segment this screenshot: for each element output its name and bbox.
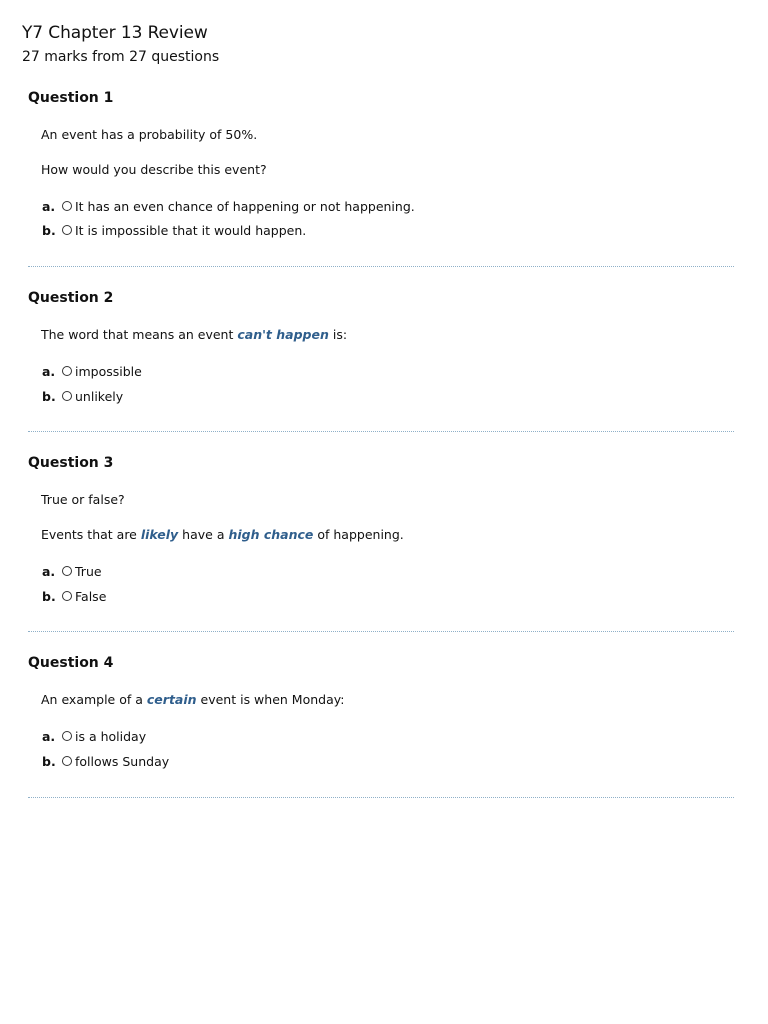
radio-button[interactable] bbox=[62, 756, 72, 766]
radio-button[interactable] bbox=[62, 201, 72, 211]
option-letter: a. bbox=[42, 563, 56, 579]
option-text: follows Sunday bbox=[75, 753, 170, 769]
radio-button[interactable] bbox=[62, 731, 72, 741]
question-text bbox=[41, 161, 267, 179]
radio-button[interactable] bbox=[62, 591, 72, 601]
question-divider bbox=[28, 266, 734, 267]
option-text: impossible bbox=[75, 363, 142, 379]
answer-option[interactable] bbox=[42, 727, 146, 745]
answer-option[interactable] bbox=[42, 562, 102, 580]
radio-button[interactable] bbox=[62, 566, 72, 576]
question-divider bbox=[28, 797, 734, 798]
highlighted-term: likely bbox=[140, 527, 179, 542]
option-text: It has an even chance of happening or not happening. bbox=[75, 198, 415, 214]
question-heading: Question 3 bbox=[28, 455, 114, 471]
option-letter: a. bbox=[42, 728, 56, 744]
question-text-part: have a bbox=[178, 527, 229, 542]
radio-button[interactable] bbox=[62, 225, 72, 235]
answer-option[interactable] bbox=[42, 362, 142, 380]
option-letter: b. bbox=[42, 588, 56, 604]
question-text-part: The word that means an event bbox=[41, 327, 238, 342]
radio-button[interactable] bbox=[62, 366, 72, 376]
question-text bbox=[41, 691, 344, 709]
question-text bbox=[41, 326, 347, 344]
option-letter: a. bbox=[42, 198, 56, 214]
question-text-part: Events that are bbox=[41, 527, 141, 542]
question-text-part: How would you describe this event? bbox=[41, 162, 267, 177]
answer-option[interactable] bbox=[42, 221, 306, 239]
page-title: Y7 Chapter 13 Review bbox=[22, 23, 208, 43]
question-divider bbox=[28, 431, 734, 432]
highlighted-term: can't happen bbox=[237, 327, 329, 342]
option-text: True bbox=[75, 563, 102, 579]
question-3 bbox=[28, 453, 734, 604]
question-heading: Question 1 bbox=[28, 90, 114, 106]
question-text bbox=[41, 491, 125, 509]
question-4 bbox=[28, 653, 734, 769]
question-text-part: event is when Monday: bbox=[196, 692, 345, 707]
question-1 bbox=[28, 88, 734, 238]
question-text-part: An example of a bbox=[41, 692, 147, 707]
option-text: It is impossible that it would happen. bbox=[75, 222, 307, 238]
question-heading: Question 2 bbox=[28, 290, 114, 306]
option-letter: a. bbox=[42, 363, 56, 379]
question-text-part: True or false? bbox=[41, 492, 125, 507]
question-text bbox=[41, 526, 404, 544]
page-subtitle: 27 marks from 27 questions bbox=[22, 49, 220, 65]
option-letter: b. bbox=[42, 388, 56, 404]
answer-option[interactable] bbox=[42, 197, 415, 215]
answer-option[interactable] bbox=[42, 752, 169, 770]
option-text: unlikely bbox=[75, 388, 124, 404]
highlighted-term: certain bbox=[146, 692, 197, 707]
option-text: False bbox=[75, 588, 107, 604]
answer-option[interactable] bbox=[42, 387, 123, 405]
answer-option[interactable] bbox=[42, 587, 106, 605]
radio-button[interactable] bbox=[62, 391, 72, 401]
highlighted-term: high chance bbox=[228, 527, 314, 542]
question-text bbox=[41, 126, 257, 144]
option-text: is a holiday bbox=[75, 728, 147, 744]
question-text-part: of happening. bbox=[313, 527, 404, 542]
question-heading: Question 4 bbox=[28, 655, 114, 671]
question-divider bbox=[28, 631, 734, 632]
question-text-part: is: bbox=[328, 327, 348, 342]
question-text-part: An event has a probability of 50%. bbox=[41, 127, 258, 142]
option-letter: b. bbox=[42, 222, 56, 238]
question-2 bbox=[28, 288, 734, 404]
option-letter: b. bbox=[42, 753, 56, 769]
